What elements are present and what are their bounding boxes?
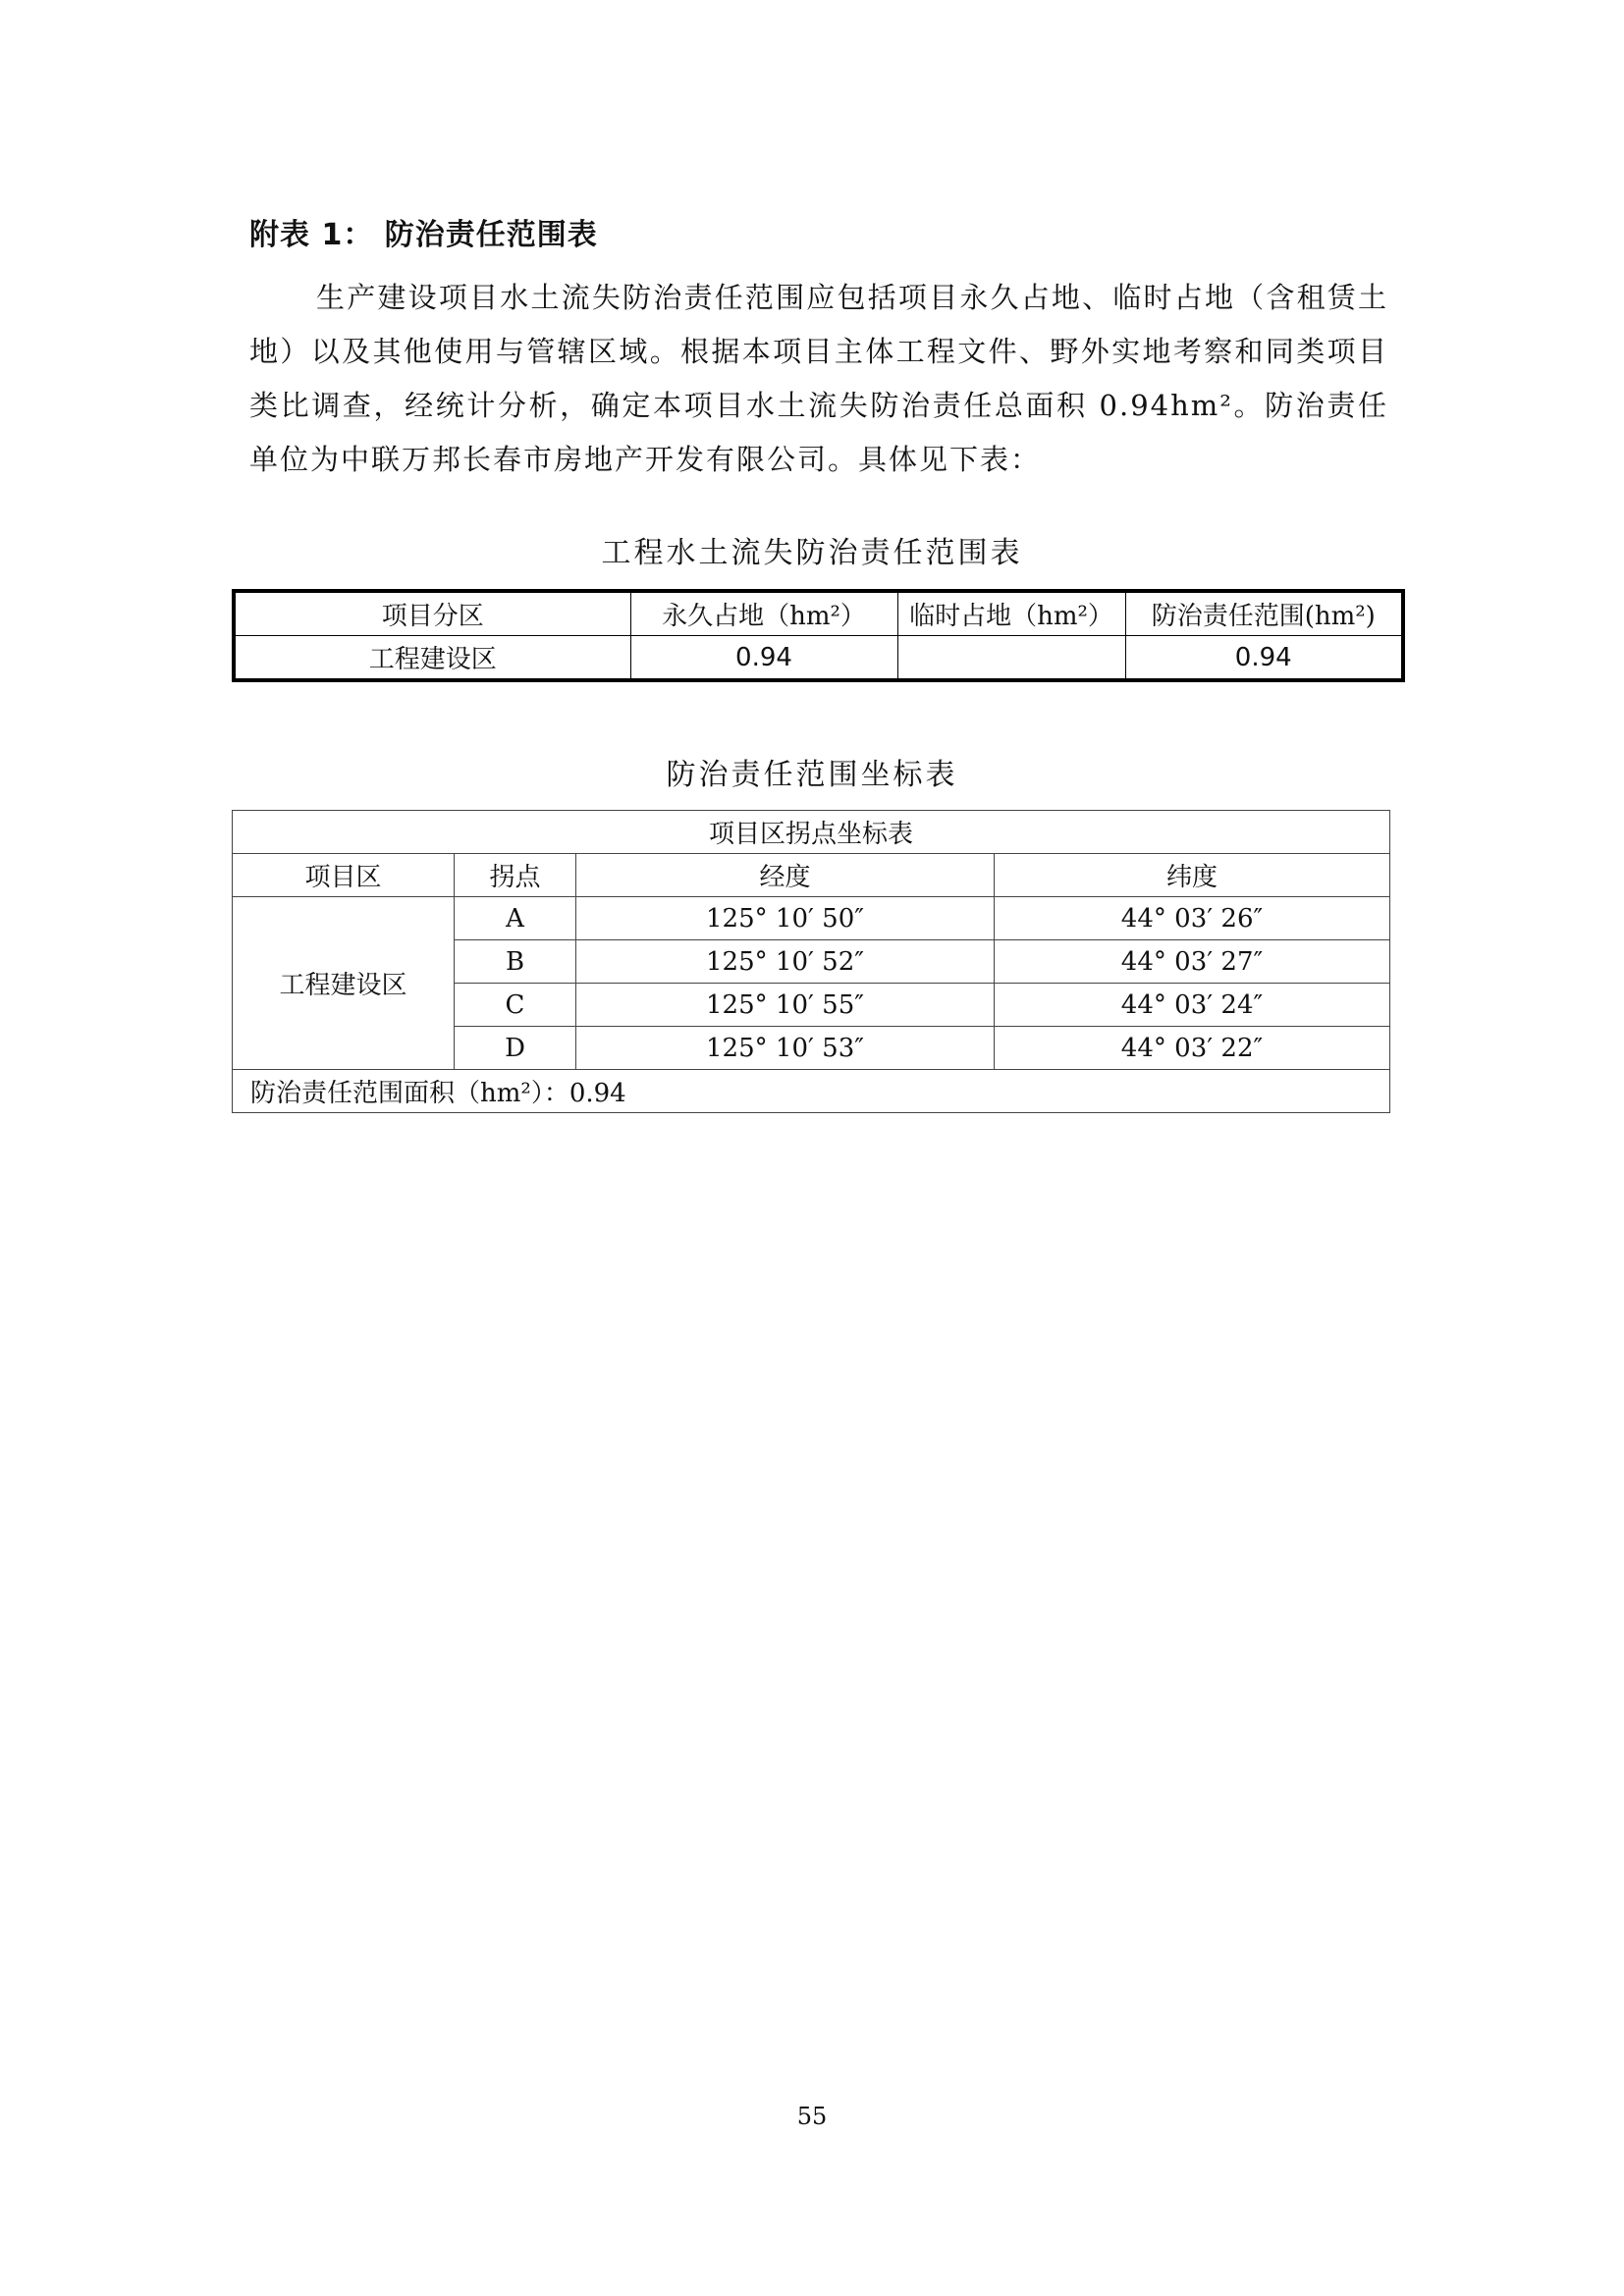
table-title-row <box>233 811 1390 854</box>
cell-latitude: 44° 03′ 24″ <box>995 984 1390 1027</box>
cell-longitude: 125° 10′ 55″ <box>576 984 995 1027</box>
table-footer-row <box>233 1070 1390 1113</box>
area-total: 防治责任范围面积（hm²）：0.94 <box>233 1070 1390 1113</box>
body-paragraph: 生产建设项目水土流失防治责任范围应包括项目永久占地、临时占地（含租赁土地）以及其他使用与管辖区域。根据本项目主体工程文件、野外实地考察和同类项目类比调查，经统计分析，确定本项目水土流失防治责任总面积 0.94hm²。防治责任单位为中联万邦长春市房地产开发有限公司。具体见下表： <box>249 281 1388 476</box>
cell-point: A <box>455 897 576 940</box>
cell-latitude: 44° 03′ 27″ <box>995 940 1390 984</box>
table-header-row <box>233 854 1390 897</box>
header-scope: 防治责任范围(hm²) <box>1125 591 1403 636</box>
header-temporary-land: 临时占地（hm²） <box>897 591 1125 636</box>
cell-longitude: 125° 10′ 52″ <box>576 940 995 984</box>
cell-zone: 工程建设区 <box>233 897 455 1070</box>
cell-permanent-land: 0.94 <box>630 636 897 681</box>
cell-point: C <box>455 984 576 1027</box>
appendix-heading: 附表 1： 防治责任范围表 <box>249 218 598 252</box>
header-project-zone: 项目区 <box>233 854 455 897</box>
responsibility-scope-table <box>232 589 1405 682</box>
cell-temporary-land <box>897 636 1125 681</box>
cell-point: B <box>455 940 576 984</box>
table2-caption: 防治责任范围坐标表 <box>666 758 958 792</box>
header-permanent-land: 永久占地（hm²） <box>630 591 897 636</box>
cell-latitude: 44° 03′ 26″ <box>995 897 1390 940</box>
cell-latitude: 44° 03′ 22″ <box>995 1027 1390 1070</box>
coordinate-table-title: 项目区拐点坐标表 <box>233 811 1390 854</box>
header-longitude: 经度 <box>576 854 995 897</box>
table1-caption: 工程水土流失防治责任范围表 <box>601 536 1023 570</box>
cell-scope: 0.94 <box>1125 636 1403 681</box>
table-header-row <box>234 591 1403 636</box>
header-zone: 项目分区 <box>234 591 630 636</box>
header-turning-point: 拐点 <box>455 854 576 897</box>
cell-point: D <box>455 1027 576 1070</box>
table-row <box>233 897 1390 940</box>
coordinate-table <box>232 810 1390 1113</box>
header-latitude: 纬度 <box>995 854 1390 897</box>
page-number: 55 <box>796 2103 828 2130</box>
cell-longitude: 125° 10′ 53″ <box>576 1027 995 1070</box>
cell-zone: 工程建设区 <box>234 636 630 681</box>
cell-longitude: 125° 10′ 50″ <box>576 897 995 940</box>
table-row <box>234 636 1403 681</box>
